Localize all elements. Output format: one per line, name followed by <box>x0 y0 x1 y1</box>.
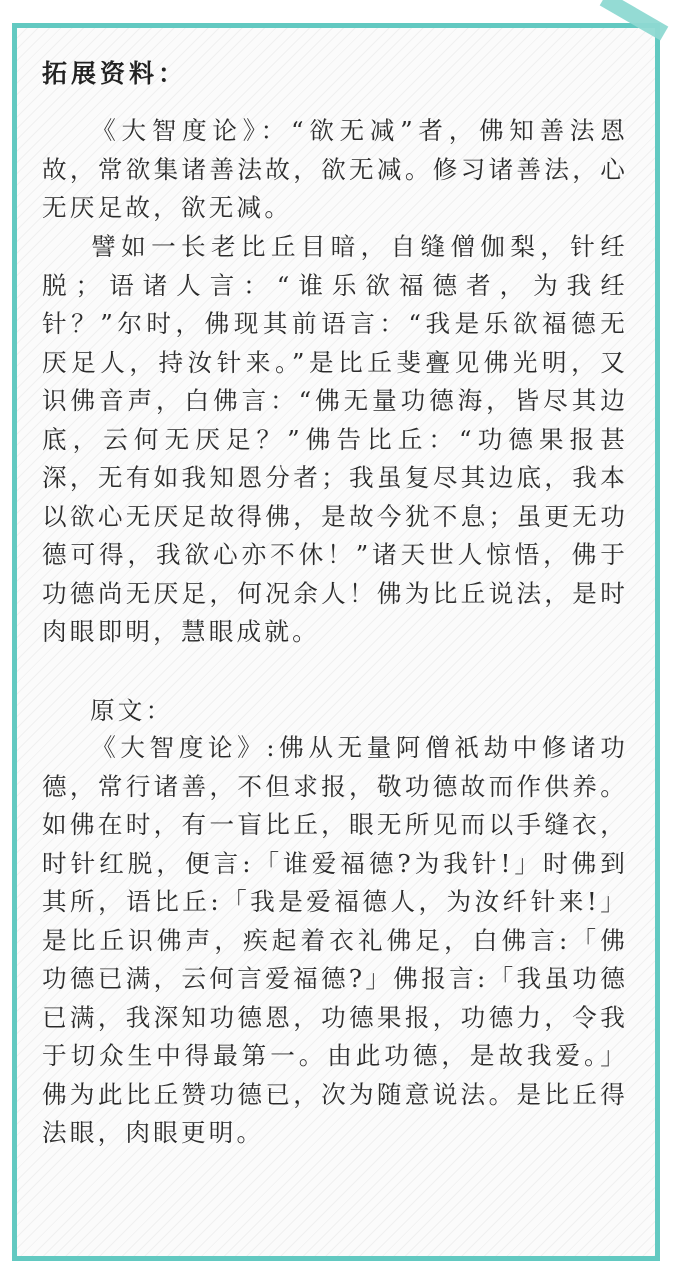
section-heading: 拓展资料： <box>42 59 188 88</box>
paragraph-2: 譬如一长老比丘目暗，自缝僧伽梨，针纴脱；语诸人言：“谁乐欲福德者，为我纴针？”尔时，佛现其前语言：“我是乐欲福德无厌足人，持汝针来。”是比丘斐亹见佛光明，又识佛音声，白佛言：“佛无量功德海，皆尽其边底，云何无厌足？”佛告比丘：“功德果报甚深，无有如我知恩分者；我虽复尽其边底，我本以欲心无厌足故得佛，是故今犹不息；虽更无功德可得，我欲心亦不休！”诸天世人惊悟，佛于功德尚无厌足，何况余人！佛为比丘说法，是时肉眼即明，慧眼成就。 <box>42 232 628 646</box>
paragraph-1: 《大智度论》：“欲无减”者，佛知善法恩故，常欲集诸善法故，欲无减。修习诸善法，心无厌足故，欲无减。 <box>42 116 628 222</box>
original-text: 《大智度论》:佛从无量阿僧祇劫中修诸功德，常行诸善，不但求报，敬功德故而作供养。如佛在时，有一盲比丘，眼无所见而以手缝衣，时针红脱，便言:「谁爱福德?为我针!」时佛到其所，语比丘:「我是爱福德人，为汝纤针来!」是比丘识佛声，疾起着衣礼佛足，白佛言:「佛功德已满，云何言爱福德?」佛报言:「我虽功德已满，我深知功德恩，功德果报，功德力，令我于切众生中得最第一。由此功德，是故我爱。」佛为此比丘赞功德已，次为随意说法。是比丘得法眼，肉眼更明。 <box>42 733 628 1147</box>
original-label: 原文： <box>90 696 174 725</box>
